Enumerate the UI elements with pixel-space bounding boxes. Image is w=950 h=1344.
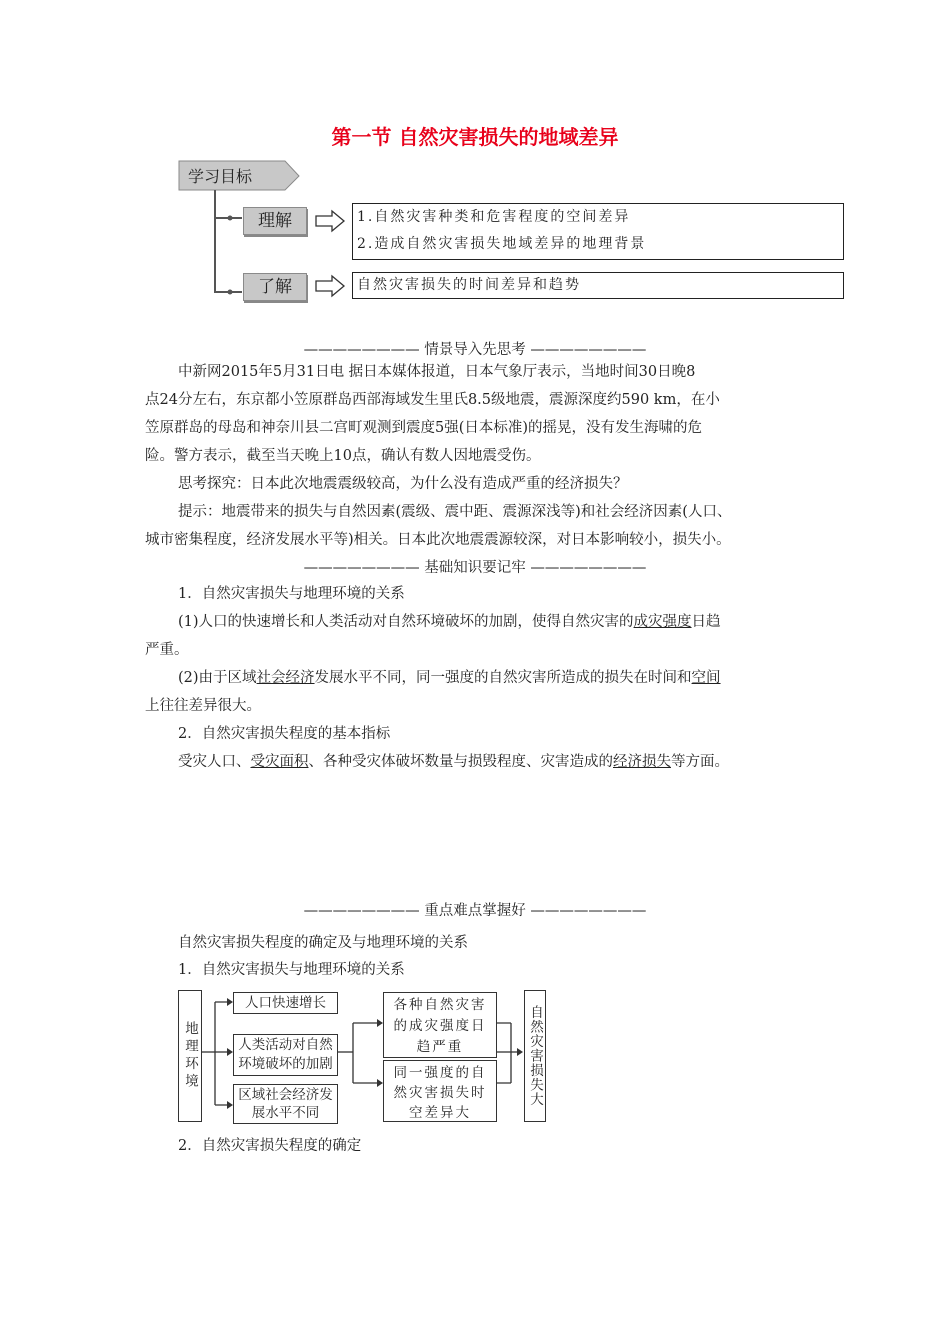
diagram-node-economy: 区域社会经济发展水平不同 xyxy=(233,1084,338,1124)
know-tag: 了解 xyxy=(243,273,307,301)
section-heading-key-points: ———————— 重点难点掌握好 ———————— xyxy=(303,903,647,919)
key-points-subtitle: 自然灾害损失程度的确定及与地理环境的关系 xyxy=(178,935,468,951)
intro-line: 点24分左右，东京都小笠原群岛西部海域发生里氏8.5级地震，震源深度约590 km，在小 xyxy=(145,392,720,408)
section-heading-intro: ———————— 情景导入先思考 ———————— xyxy=(303,342,647,358)
answer-blank: 空间 xyxy=(691,670,721,686)
understand-tag: 理解 xyxy=(243,207,307,235)
arrow-icon xyxy=(316,276,344,296)
answer-blank: 成灾强度 xyxy=(633,614,692,630)
basics-item2-text: 受灾人口、受灾面积、各种受灾体破坏数量与损毁程度、灾害造成的经济损失等方面。 xyxy=(178,754,729,770)
diagram-node-environment: 地理环境 xyxy=(178,990,202,1122)
basics-item1-title: 1．自然灾害损失与地理环境的关系 xyxy=(178,586,405,602)
basics-item2-title: 2．自然灾害损失程度的基本指标 xyxy=(178,726,391,742)
basics-item1-b-cont: 上往往差异很大。 xyxy=(145,698,261,714)
intro-line: 险。警方表示，截至当天晚上10点，确认有数人因地震受伤。 xyxy=(145,448,541,464)
hint-line: 提示：地震带来的损失与自然因素(震级、震中距、震源深浅等)和社会经济因素(人口、 xyxy=(178,504,732,520)
diagram-node-human-activity: 人类活动对自然环境破坏的加剧 xyxy=(233,1034,338,1076)
key-points-item2-title: 2．自然灾害损失程度的确定 xyxy=(178,1138,362,1154)
understand-item: 2.造成自然灾害损失地域差异的地理背景 xyxy=(357,236,647,252)
diagram-node-population: 人口快速增长 xyxy=(233,992,338,1014)
key-points-item1-title: 1．自然灾害损失与地理环境的关系 xyxy=(178,962,405,978)
answer-blank: 社会经济 xyxy=(256,670,315,686)
basics-item1-a-cont: 严重。 xyxy=(145,642,189,658)
know-box: 自然灾害损失的时间差异和趋势 xyxy=(352,272,844,299)
arrow-icon xyxy=(316,211,344,231)
intro-line: 中新网2015年5月31日电 据日本媒体报道，日本气象厅表示，当地时间30日晚8 xyxy=(178,364,696,380)
hint-line: 城市密集程度，经济发展水平等)相关。日本此次地震震源较深，对日本影响较小，损失小。 xyxy=(145,532,731,548)
page-title: 第一节 自然灾害损失的地域差异 xyxy=(331,125,619,149)
answer-blank: 受灾面积 xyxy=(250,754,309,770)
answer-blank: 经济损失 xyxy=(613,754,671,770)
goals-tag: 学习目标 xyxy=(188,167,253,186)
diagram-node-result: 自然灾害损失大 xyxy=(524,990,546,1122)
flow-diagram-connectors xyxy=(175,985,555,1125)
diagram-node-intensity: 各种自然灾害的成灾强度日趋严重 xyxy=(383,992,497,1058)
basics-item1-b: (2)由于区域社会经济发展水平不同，同一强度的自然灾害所造成的损失在时间和空间 xyxy=(178,670,721,686)
think-question: 思考探究：日本此次地震震级较高，为什么没有造成严重的经济损失？ xyxy=(178,476,628,492)
understand-item: 1.自然灾害种类和危害程度的空间差异 xyxy=(357,209,631,225)
basics-item1-a: (1)人口的快速增长和人类活动对自然环境破坏的加剧，使得自然灾害的成灾强度日趋 xyxy=(178,614,721,630)
section-heading-basics: ———————— 基础知识要记牢 ———————— xyxy=(303,560,647,576)
understand-box xyxy=(352,203,844,260)
intro-line: 笠原群岛的母岛和神奈川县二宫町观测到震度5强(日本标准)的摇晃，没有发生海啸的危 xyxy=(145,420,703,436)
diagram-node-spatiotemporal: 同一强度的自然灾害损失时空差异大 xyxy=(383,1060,497,1122)
